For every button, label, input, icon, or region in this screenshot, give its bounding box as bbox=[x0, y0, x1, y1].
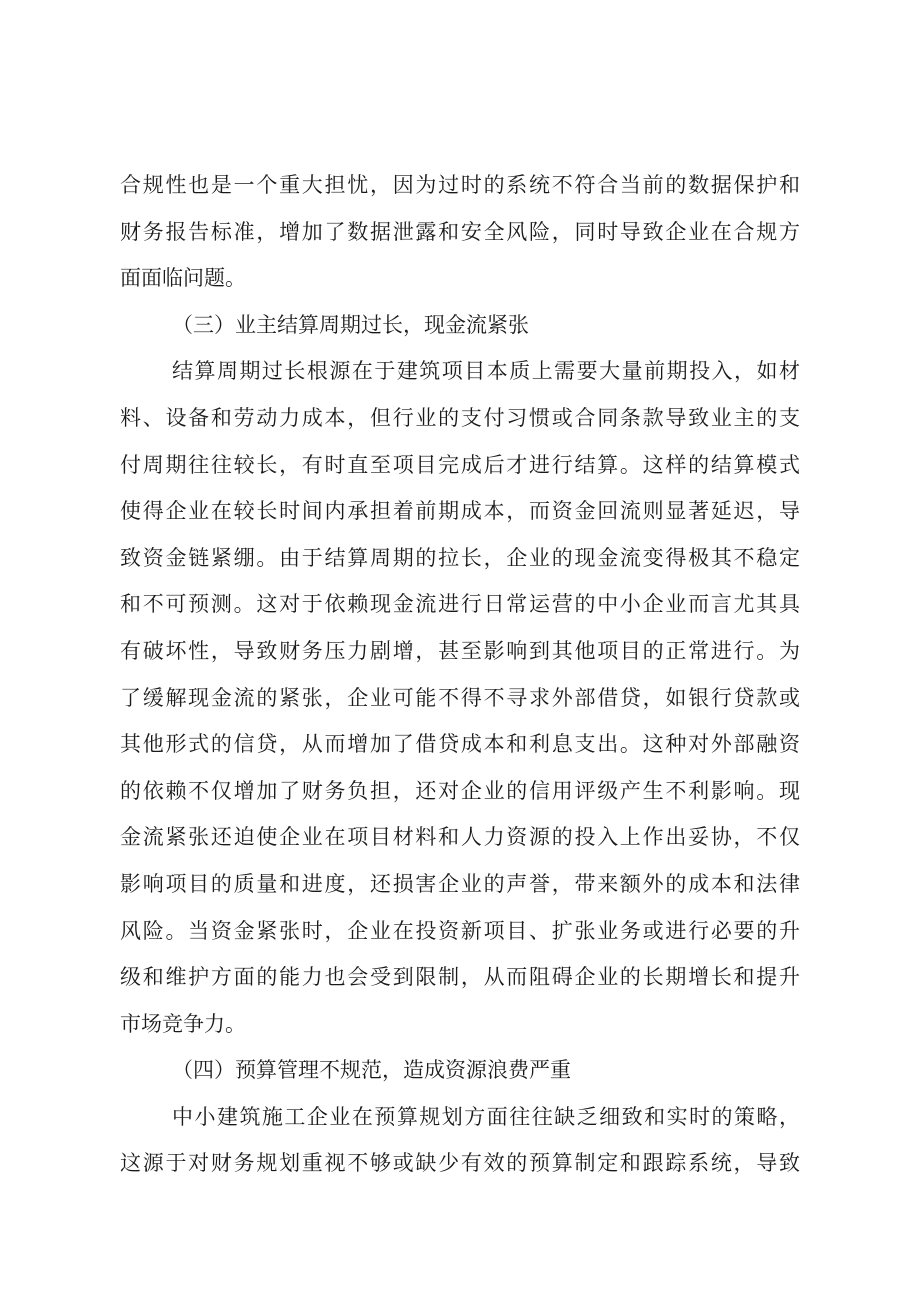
text-line: 有破坏性，导致财务压力剧增，甚至影响到其他项目的正常进行。为 bbox=[120, 638, 800, 663]
text-line: 级和维护方面的能力也会受到限制，从而阻碍企业的长期增长和提升 bbox=[120, 965, 800, 990]
text-line: 使得企业在较长时间内承担着前期成本，而资金回流则显著延迟，导 bbox=[120, 499, 800, 524]
document-page bbox=[120, 162, 800, 1187]
text-line: 付周期往往较长，有时直至项目完成后才进行结算。这样的结算模式 bbox=[120, 452, 800, 477]
text-line: 的依赖不仅增加了财务负担，还对企业的信用评级产生不利影响。现 bbox=[120, 778, 800, 803]
text-line: 市场竞争力。 bbox=[120, 1011, 246, 1036]
text-line: 其他形式的信贷，从而增加了借贷成本和利息支出。这种对外部融资 bbox=[120, 732, 800, 757]
text-line: 料、设备和劳动力成本，但行业的支付习惯或合同条款导致业主的支 bbox=[120, 405, 800, 430]
text-line: 和不可预测。这对于依赖现金流进行日常运营的中小企业而言尤其具 bbox=[120, 592, 800, 617]
text-line: 风险。当资金紧张时，企业在投资新项目、扩张业务或进行必要的升 bbox=[120, 918, 800, 943]
text-line: 面面临问题。 bbox=[120, 266, 246, 291]
text-line: 金流紧张还迫使企业在项目材料和人力资源的投入上作出妥协，不仅 bbox=[120, 825, 800, 850]
section-heading: （四）预算管理不规范，造成资源浪费严重 bbox=[172, 1058, 571, 1083]
text-line: 致资金链紧绷。由于结算周期的拉长，企业的现金流变得极其不稳定 bbox=[120, 545, 800, 570]
text-line: 这源于对财务规划重视不够或缺少有效的预算制定和跟踪系统，导致 bbox=[120, 1151, 800, 1176]
text-line: 合规性也是一个重大担忧，因为过时的系统不符合当前的数据保护和 bbox=[120, 173, 800, 197]
text-line: 影响项目的质量和进度，还损害企业的声誉，带来额外的成本和法律 bbox=[120, 871, 800, 896]
text-line: 了缓解现金流的紧张，企业可能不得不寻求外部借贷，如银行贷款或 bbox=[120, 685, 800, 710]
text-line: 中小建筑施工企业在预算规划方面往往缺乏细致和实时的策略， bbox=[172, 1104, 800, 1129]
section-heading: （三）业主结算周期过长，现金流紧张 bbox=[172, 312, 529, 337]
paragraph bbox=[120, 1094, 800, 1187]
text-line: 财务报告标准，增加了数据泄露和安全风险，同时导致企业在合规方 bbox=[120, 219, 800, 244]
paragraph bbox=[120, 162, 800, 302]
paragraph bbox=[120, 348, 800, 1047]
text-line: 结算周期过长根源在于建筑项目本质上需要大量前期投入，如材 bbox=[172, 359, 800, 384]
